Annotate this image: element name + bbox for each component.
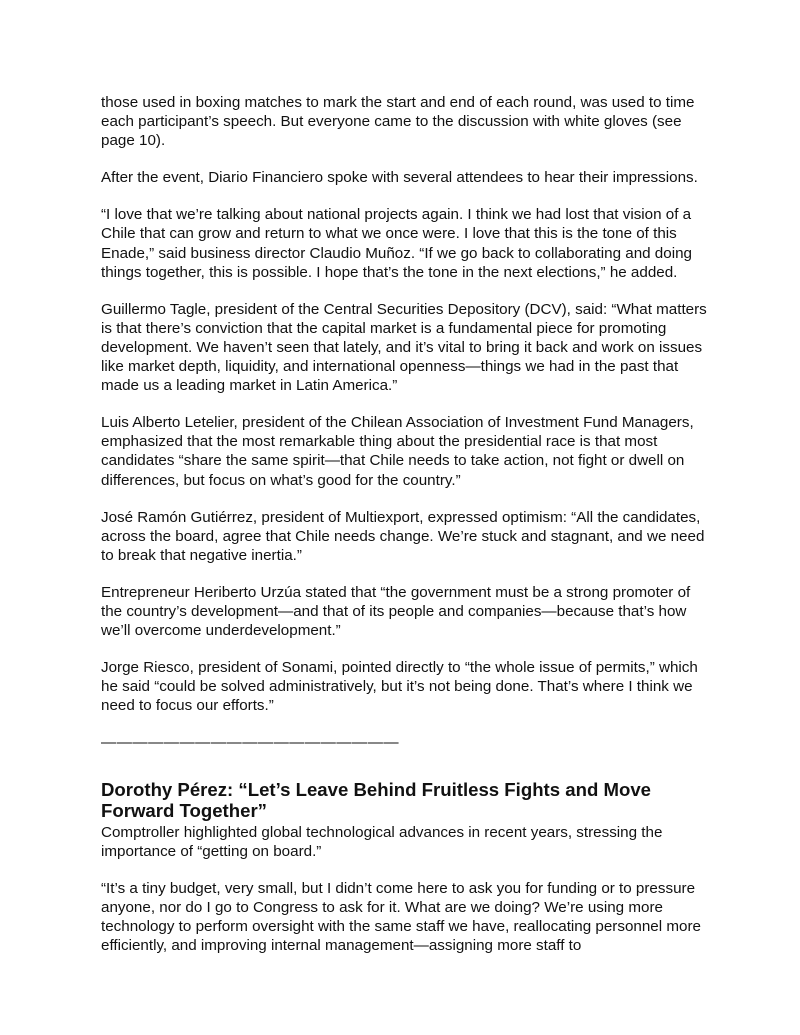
paragraph-jose-gutierrez-quote: José Ramón Gutiérrez, president of Multiexport, expressed optimism: “All the candidates, across the board, agree that Chile needs change. We’re stuck and stagnant, and we need to break that negative inertia.” (101, 508, 705, 564)
article-headline: Dorothy Pérez: “Let’s Leave Behind Fruitless Fights and Move Forward Together” (101, 778, 651, 822)
paragraph-heriberto-urzua-quote: Entrepreneur Heriberto Urzúa stated that “the government must be a strong promoter of the country’s development—and that of its people and companies—because that’s how we’ll overcome underdevelopment.” (101, 583, 691, 640)
paragraph-luis-letelier-quote: Luis Alberto Letelier, president of the Chilean Association of Investment Fund Managers, emphasized that the most remarkable thing about the presidential race is that most candidates “share the same spirit—that Chile needs to take action, not fight or dwell on differences, but focus on what’s good for the country.” (101, 414, 694, 489)
paragraph-boxing-timer: those used in boxing matches to mark the start and end of each round, was used to time each participant’s speech. But everyone came to the discussion with white gloves (see page 10). (101, 94, 695, 150)
section-separator: ——————————————————— (101, 734, 400, 752)
paragraph-budget-quote: “It’s a tiny budget, very small, but I didn’t come here to ask you for funding or to pressure anyone, nor do I go to Congress to ask for it. What are we doing? We’re using more technology to perform oversight with the same staff we have, reallocating personnel more efficiently, and improving internal management—assigning more staff to (101, 879, 701, 954)
document-body (101, 93, 707, 973)
paragraph-guillermo-tagle-quote: Guillermo Tagle, president of the Central Securities Depository (DCV), said: “What matters is that there’s conviction that the capital market is a fundamental piece for promoting development. We haven’t seen that lately, and it’s vital to bring it back and work on issues like market depth, liquidity, and international openness—things we had in the past that made us a leading market in Latin America.” (101, 300, 707, 395)
paragraph-after-event: After the event, Diario Financiero spoke with several attendees to hear their impressions. (101, 169, 698, 187)
paragraph-jorge-riesco-quote: Jorge Riesco, president of Sonami, pointed directly to “the whole issue of permits,” which he said “could be solved administratively, but it’s not being done. That’s where I think we need to focus our efforts.” (101, 659, 698, 715)
paragraph-claudio-munoz-quote: “I love that we’re talking about national projects again. I think we had lost that vision of a Chile that can grow and return to what we once were. I love that this is the tone of this Enade,” said business director Claudio Muñoz. “If we go back to collaborating and doing things together, this is possible. I hope that’s the tone in the next elections,” he added. (101, 206, 692, 281)
article-dek: Comptroller highlighted global technological advances in recent years, stressing the importance of “getting on board.” (101, 823, 663, 860)
